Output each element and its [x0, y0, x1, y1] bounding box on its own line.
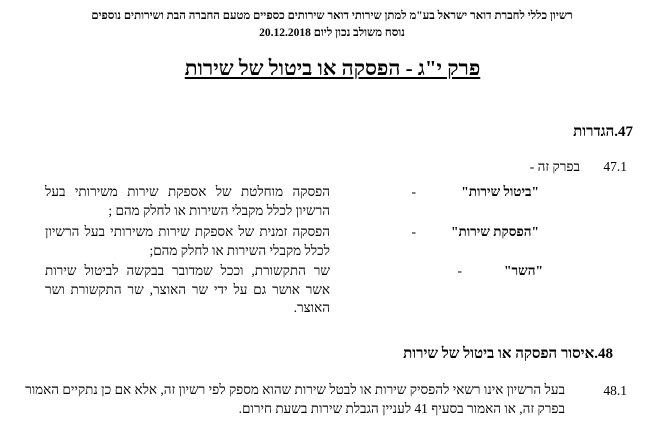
clause-47-1-text: בפרק זה - [529, 159, 580, 174]
definition-dash: - [411, 224, 416, 239]
clause-48-1-text: בעל הרשיון אינו רשאי להפסיק שירות או לבטל שירות שהוא מספק לפי רשיון זה, אלא אם כן נתקיים האמור בפרק זה, או האמור בסעיף 41 לעניין הגבלת שירות בשעת חירום. [25, 382, 565, 416]
definition-text-service-cancellation: הפסקה מוחלטת של אספקת שירות משירותי בעל הרשיון לכלל מקבלי השירות או לחלק מהם ; [45, 184, 330, 218]
definition-term-service-suspension: "הפסקת שירות" [450, 224, 539, 239]
chapter-title: פרק י"ג - הפסקה או ביטול של שירות [184, 56, 481, 80]
document-header-line2: נוסח משולב נכון ליום 20.12.2018 [259, 27, 405, 39]
document-header-line1: רשיון כללי לחברת דואר ישראל בע"מ למתן שירותי דואר שירותים כספיים מטעם החברה הבת ושירותים נוספים [91, 10, 573, 22]
clause-48-1-number: 48.1 [603, 383, 627, 398]
definition-text-minister: שר התקשורת, וככל שמדובר בבקשה לביטול שירות אשר אושר גם על ידי שר האוצר, שר התקשורת ושר האוצר. [45, 263, 330, 315]
definition-dash: - [457, 263, 462, 278]
definition-term-service-cancellation: "ביטול שירות" [461, 184, 539, 199]
definition-term-minister: "השר" [504, 263, 543, 278]
clause-47-1-number: 47.1 [603, 159, 627, 174]
section-48-heading: 48.איסור הפסקה או ביטול של שירות [403, 346, 613, 362]
definition-text-service-suspension: הפסקה זמנית של אספקת שירות משירותי בעל הרשיון לכלל מקבלי השירות או לחלק מהם; [45, 224, 330, 258]
definition-dash: - [411, 184, 416, 199]
section-47-heading: 47.הגדרות [573, 124, 633, 140]
